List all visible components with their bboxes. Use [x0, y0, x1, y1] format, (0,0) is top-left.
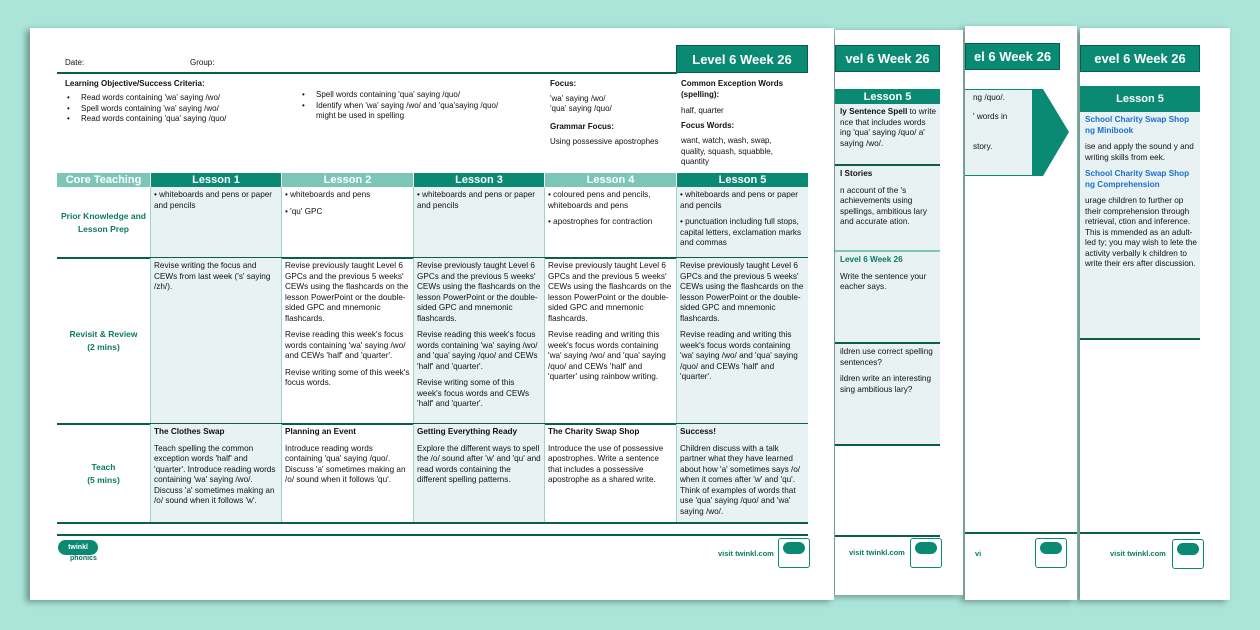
row-label-line: Teach	[91, 461, 116, 472]
cell-line: ' words in	[973, 111, 1008, 121]
cell-text: Revise reading and writing this week's focus words containing 'wa' saying /wo/ and 'qua' saying /quo/ and CEWs 'half' and 'quarter'.	[680, 330, 798, 381]
teach-title: Success!	[680, 427, 716, 436]
comprehension-link[interactable]: School Charity Swap Shop ng Comprehension	[1085, 169, 1190, 189]
focus-line: 'wa' saying /wo/	[550, 94, 606, 103]
row-label-line: (5 mins)	[87, 474, 120, 485]
lesson-header-4: Lesson 4	[544, 173, 676, 187]
revisit-cell-lesson-1	[150, 258, 281, 424]
cell-text: • 'qu' GPC	[285, 206, 323, 216]
cell-text: Revise previously taught Level 6 GPCs and the previous 5 weeks' CEWs using the flashcards on the lesson PowerPoint or the double-sided GPC and mnemonic flashcards.	[548, 261, 672, 323]
lesson-header: Lesson 5	[835, 89, 940, 104]
document-page-front	[30, 28, 834, 600]
cell-text: • apostrophes for contraction	[548, 217, 653, 226]
revisit-cell-lesson-2	[281, 258, 413, 424]
cell-text: urage children to further op their comprehension through retrieval, ction and inference. This is mmended as an adult-led ty; you may wish to lete the activity verbally k children to write their ers after discussion.	[1085, 196, 1197, 268]
level-title: el 6 Week 26	[965, 43, 1060, 70]
teach-cell-lesson-5	[676, 424, 808, 523]
objective-item: • Read words containing 'wa' saying /wo/	[65, 93, 285, 104]
cell-text: ildren use correct spelling sentences?	[840, 347, 933, 367]
revisit-cell-lesson-5	[676, 258, 808, 424]
divider	[1080, 532, 1200, 534]
objectives-left	[65, 93, 285, 125]
lesson-cell	[1080, 112, 1200, 340]
prior-cell-lesson-2	[281, 187, 413, 258]
cell-title: Level 6 Week 26	[840, 255, 903, 264]
level-title: evel 6 Week 26	[1080, 45, 1200, 72]
teach-cell-lesson-3	[413, 424, 544, 523]
cell-text: Revise reading and writing this week's focus words containing 'wa' saying /wo/ and 'qua' saying /quo/ and CEWs 'half' and 'quarter' using rainbow writing.	[548, 330, 666, 381]
cell-text: Write the sentence your eacher says.	[840, 271, 927, 291]
arrow-right-icon	[1033, 89, 1073, 176]
lesson-cell	[965, 89, 1033, 176]
lesson-header: Lesson 5	[1080, 86, 1200, 112]
cell-text: • punctuation including full stops, capital letters, exclamation marks and commas	[680, 217, 802, 247]
cell-text: Revise previously taught Level 6 GPCs and the previous 5 weeks' CEWs using the flashcards on the lesson PowerPoint or the double-sided GPC and mnemonic flashcards.	[680, 261, 804, 323]
cell-text: • whiteboards and pens	[285, 190, 371, 199]
objective-item: • Identify when 'wa' saying /wo/ and 'qua'saying /quo/ might be used in spelling	[300, 101, 510, 122]
teach-cell-lesson-4	[544, 424, 676, 523]
teach-cell-lesson-2	[281, 424, 413, 523]
cew-title: Common Exception Words (spelling):	[681, 79, 784, 99]
revisit-cell-lesson-4	[544, 258, 676, 424]
teach-cell-lesson-1	[150, 424, 281, 523]
document-page-2	[835, 30, 963, 595]
row-label-line: Lesson Prep	[77, 223, 130, 234]
grammar-title: Grammar Focus:	[550, 122, 615, 131]
focus-line: 'qua' saying /quo/	[550, 104, 612, 113]
lesson-cell	[835, 252, 940, 344]
objective-item: • Read words containing 'qua' saying /quo/	[65, 114, 285, 125]
focus-title: Focus:	[550, 79, 577, 88]
visit-link[interactable]: visit twinkl.com	[1110, 549, 1166, 558]
twinkl-phonics-logo: twinkl phonics	[58, 540, 106, 566]
row-label-revisit	[57, 258, 150, 424]
row-label-line: Prior Knowledge and	[60, 210, 146, 221]
quality-badge-icon	[1172, 539, 1204, 569]
teach-text: Children discuss with a talk partner what they have learned about how 'a' sometimes says /o/ when it comes after 'w' and 'qu'. Think of examples of words that use 'qua' saying /quo/ and 'wa' saying /wo/.	[680, 443, 801, 516]
cell-text: • whiteboards and pens or paper and pencils	[417, 190, 536, 210]
cew-text: half, quarter	[681, 106, 724, 115]
cell-text: Revise previously taught Level 6 GPCs and the previous 5 weeks' CEWs using the flashcards on the lesson PowerPoint or the double-sided GPC and mnemonic flashcards.	[417, 261, 541, 323]
revisit-cell-lesson-3	[413, 258, 544, 424]
teach-title: Planning an Event	[285, 427, 356, 436]
lesson-header-5: Lesson 5	[676, 173, 808, 187]
date-label: Date:	[65, 58, 85, 67]
row-label-teach	[57, 424, 150, 523]
cell-text: • coloured pens and pencils, whiteboards and pens	[548, 190, 651, 210]
teach-title: Getting Everything Ready	[417, 427, 518, 436]
prior-cell-lesson-4	[544, 187, 676, 258]
cell-text: Revise writing some of this week's focus words.	[285, 367, 410, 387]
quality-badge-icon	[778, 538, 810, 568]
divider	[57, 534, 808, 536]
row-divider	[57, 522, 808, 524]
prior-cell-lesson-5	[676, 187, 808, 258]
divider	[835, 535, 940, 537]
focus-words: want, watch, wash, swap, quality, squash, squabble, quantity	[681, 136, 773, 166]
divider	[57, 72, 677, 74]
grammar-text: Using possessive apostrophes	[550, 137, 659, 146]
minibook-link[interactable]: School Charity Swap Shop ng Minibook	[1085, 115, 1190, 135]
visit-link[interactable]: visit twinkl.com	[849, 548, 905, 557]
cell-text: • whiteboards and pens or paper and pencils	[154, 190, 273, 210]
teach-text: Teach spelling the common exception words 'half' and 'quarter'. Introduce reading words containing 'wa' saying /wo/. Discuss 'a' sometimes making an /o/ sound when it follows 'w'.	[154, 443, 276, 505]
teach-title: The Clothes Swap	[154, 427, 225, 436]
level-title: Level 6 Week 26	[676, 45, 808, 73]
lesson-header-3: Lesson 3	[413, 173, 544, 187]
visit-link[interactable]: visit twinkl.com	[718, 549, 774, 558]
group-label: Group:	[190, 58, 215, 67]
cell-text: to write nce that includes words ing 'qua' saying /quo/ a' saying /wo/.	[840, 107, 937, 148]
level-title: vel 6 Week 26	[835, 45, 940, 72]
objective-item: • Spell words containing 'qua' saying /quo/	[300, 90, 510, 101]
teach-title: The Charity Swap Shop	[548, 427, 640, 436]
objectives-right	[300, 90, 510, 122]
cell-text: ise and apply the sound y and writing skills from eek.	[1085, 142, 1194, 162]
lesson-header-2: Lesson 2	[281, 173, 413, 187]
teach-text: Introduce the use of possessive apostrophes. Write a sentence that includes a possessive apostrophe as a shared write.	[548, 443, 664, 484]
cell-title: l Stories	[840, 169, 873, 178]
quality-badge-icon	[910, 538, 942, 568]
cell-line: ng /quo/.	[973, 93, 1005, 102]
core-teaching-header: Core Teaching	[57, 173, 150, 187]
prior-cell-lesson-3	[413, 187, 544, 258]
row-label-line: (2 mins)	[87, 342, 120, 352]
cell-text: Revise writing some of this week's focus words and CEWs 'half' and 'quarter'.	[417, 378, 530, 408]
lesson-cell	[835, 104, 940, 166]
quality-badge-icon	[1035, 538, 1067, 568]
cell-text: n account of the 's achievements using spellings, ambitious lary and accurate ation.	[840, 185, 927, 226]
cell-text: • whiteboards and pens or paper and pencils	[680, 190, 799, 210]
cell-text: Revise writing the focus and CEWs from last week ('s' saying /zh/).	[154, 261, 271, 291]
lesson-header-1: Lesson 1	[150, 173, 281, 187]
cell-text: Revise reading this week's focus words containing 'wa' saying /wo/ and 'qua' saying /quo/ and CEWs 'half' and 'quarter'.	[417, 330, 538, 371]
document-page-4	[1080, 28, 1230, 600]
prior-cell-lesson-1	[150, 187, 281, 258]
divider	[965, 532, 1077, 534]
teach-text: Explore the different ways to spell the /o/ sound after 'w' and 'qu' and read words containing the different spelling patterns.	[417, 443, 541, 484]
cell-text: ildren write an interesting sing ambitious lary?	[840, 374, 932, 394]
cell-text: Revise previously taught Level 6 GPCs and the previous 5 weeks' CEWs using the flashcards on the lesson PowerPoint or the double-sided GPC and mnemonic flashcards.	[285, 261, 409, 323]
teach-text: Introduce reading words containing 'qua' saying /quo/. Discuss 'a' sometimes making an /o/ sound when it follows 'qu'.	[285, 443, 406, 484]
activity-name: ly Sentence Spell	[840, 107, 908, 116]
row-label-line: Revisit & Review	[69, 329, 138, 339]
objective-item: • Spell words containing 'wa' saying /wo/	[65, 104, 285, 115]
cell-text: Revise reading this week's focus words containing 'wa' saying /wo/ and CEWs 'half' and 'quarter'.	[285, 330, 406, 360]
objective-title: Learning Objective/Success Criteria:	[65, 79, 205, 88]
visit-link[interactable]: vi	[975, 549, 982, 558]
lesson-cell	[835, 344, 940, 446]
row-label-prior	[57, 187, 150, 258]
focus-words-title: Focus Words:	[681, 121, 735, 130]
lesson-cell	[835, 166, 940, 252]
cell-line: story.	[973, 142, 993, 151]
document-page-3	[965, 26, 1077, 600]
